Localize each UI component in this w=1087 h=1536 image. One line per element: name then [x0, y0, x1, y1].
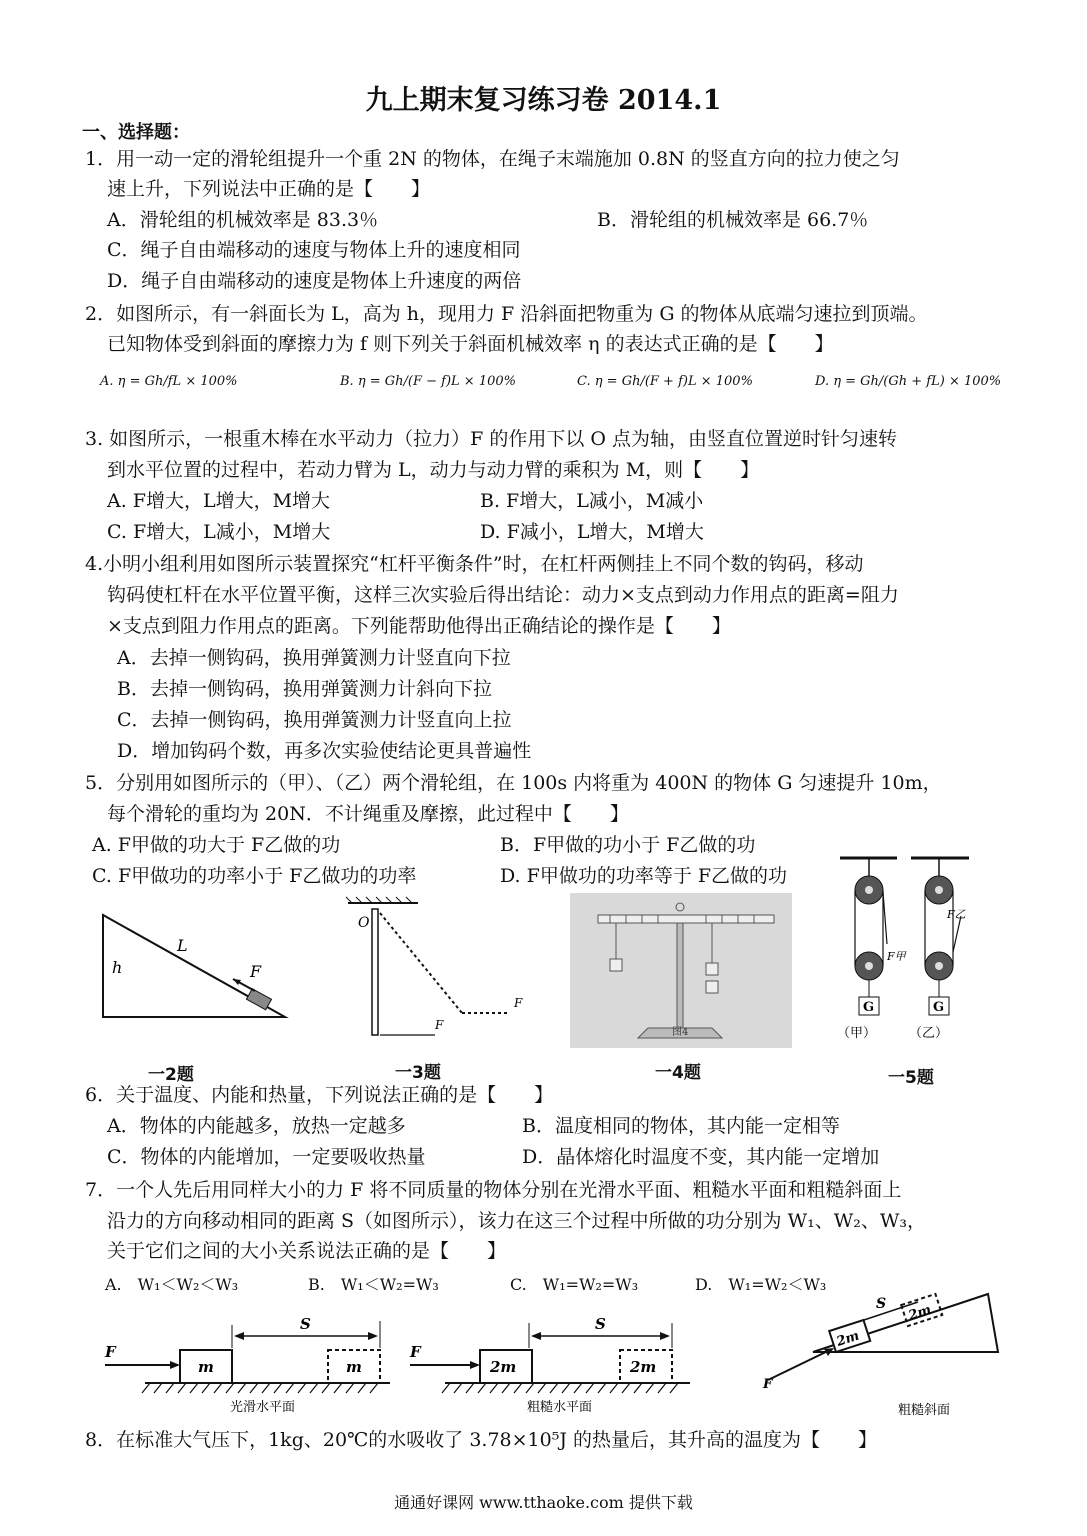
q6-stem: 6．关于温度、内能和热量，下列说法正确的是【 】 [85, 1084, 554, 1106]
q1-option-a: A．滑轮组的机械效率是 83.3％ [107, 209, 379, 231]
q1-stem: 1．用一动一定的滑轮组提升一个重 2N 的物体，在绳子末端施加 0.8N 的竖直方向的拉力使之匀 [85, 148, 900, 170]
figure-incline [95, 905, 295, 1035]
q2-option-b: B. η = Gh/(F − f)L × 100% [340, 374, 516, 389]
q7-option-a: A. W₁＜W₂＜W₃ [105, 1275, 239, 1294]
label-m-moved: m [346, 1358, 362, 1376]
footer: 通通好课网 www.tthaoke.com 提供下载 [394, 1493, 693, 1512]
label-S-smooth: S [300, 1315, 311, 1333]
label-2m-moved: 2m [630, 1358, 657, 1376]
q2-option-d: D. η = Gh/(Gh + fL) × 100% [815, 374, 1002, 389]
label-2m: 2m [490, 1358, 517, 1376]
q4-option-b: B．去掉一侧钩码，换用弹簧测力计斜向下拉 [117, 678, 492, 700]
label-S-incline: S [876, 1296, 887, 1312]
q5-option-d: D. F甲做功的功率等于 F乙做的功 [500, 865, 788, 887]
q2-option-a: A. η = Gh/fL × 100% [100, 374, 238, 389]
label-m: m [198, 1358, 214, 1376]
caption-q3: 一3题 [395, 1063, 441, 1083]
figure-smooth-surface [100, 1303, 400, 1418]
q6-option-b: B．温度相同的物体，其内能一定相等 [522, 1115, 840, 1137]
label-h: h [112, 958, 123, 977]
label-S-rough: S [595, 1315, 606, 1333]
q7-option-d: D. W₁=W₂＜W₃ [695, 1275, 827, 1294]
q2-stem: 2．如图所示，有一斜面长为 L，高为 h，现用力 F 沿斜面把物重为 G 的物体从底端匀速拉到顶端。 [85, 303, 928, 325]
q7-stem: 7．一个人先后用同样大小的力 F 将不同质量的物体分别在光滑水平面、粗糙水平面和粗糙斜面上 [85, 1179, 902, 1201]
q1-option-d: D．绳子自由端移动的速度是物体上升速度的两倍 [107, 270, 522, 292]
label-yi: （乙） [909, 1026, 949, 1041]
figure-lever [570, 893, 792, 1048]
q4-option-d: D．增加钩码个数，再多次实验使结论更具普遍性 [117, 740, 532, 762]
label-F-horizontal: F [514, 996, 523, 1010]
q7-option-c: C. W₁=W₂=W₃ [510, 1275, 639, 1294]
figure-rod [340, 895, 540, 1045]
label-2m-incline-moved: 2m [906, 1302, 934, 1324]
q4-option-c: C．去掉一侧钩码，换用弹簧测力计竖直向上拉 [117, 709, 512, 731]
q5-option-b: B．F甲做的功小于 F乙做的功 [500, 834, 756, 856]
label-fig4: 图4 [672, 1027, 689, 1038]
figure-rough-incline [758, 1290, 1003, 1420]
figure-rough-surface [405, 1303, 705, 1418]
q7-option-b: B. W₁＜W₂=W₃ [308, 1275, 439, 1294]
label-F-jia: F甲 [887, 950, 906, 963]
q5-option-a: A. F甲做的功大于 F乙做的功 [92, 834, 341, 856]
q6-option-a: A．物体的内能越多，放热一定越多 [107, 1115, 406, 1137]
q7-stem-cont1: 沿力的方向移动相同的距离 S（如图所示），该力在这三个过程中所做的功分别为 W₁、W₂、W₃， [107, 1210, 927, 1232]
label-incline: 粗糙斜面 [898, 1403, 951, 1418]
q3-option-c: C. F增大，L减小，M增大 [107, 521, 331, 543]
label-F-incline: F [763, 1377, 773, 1392]
q6-option-c: C．物体的内能增加，一定要吸收热量 [107, 1146, 426, 1168]
section-heading: 一、选择题： [82, 122, 190, 143]
q5-stem: 5．分别用如图所示的（甲）、（乙）两个滑轮组，在 100s 内将重为 400N 的物体 G 匀速提升 10m， [85, 772, 942, 794]
q4-stem: 4.小明小组利用如图所示装置探究“杠杆平衡条件”时，在杠杆两侧挂上不同个数的钩码，移动 [85, 553, 864, 575]
page-title: 九上期末复习练习卷 2014.1 [365, 85, 722, 116]
q6-option-d: D．晶体熔化时温度不变，其内能一定增加 [522, 1146, 880, 1168]
label-jia: （甲） [837, 1026, 877, 1041]
label-2m-incline: 2m [834, 1328, 862, 1350]
q2-stem-cont: 已知物体受到斜面的摩擦力为 f 则下列关于斜面机械效率 η 的表达式正确的是【 】 [107, 333, 834, 355]
q4-stem-cont1: 钩码使杠杆在水平位置平衡，这样三次实验后得出结论：动力×支点到动力作用点的距离=阻力 [107, 584, 899, 606]
label-F-vertical: F [435, 1018, 444, 1032]
q3-option-a: A. F增大，L增大，M增大 [107, 490, 331, 512]
q1-stem-cont: 速上升，下列说法中正确的是【 】 [107, 178, 431, 200]
label-F-yi: F乙 [947, 908, 966, 921]
label-L: L [177, 936, 188, 955]
label-G-yi: G [933, 1000, 945, 1015]
label-rough: 粗糙水平面 [527, 1400, 593, 1415]
q4-stem-cont2: ×支点到阻力作用点的距离。下列能帮助他得出正确结论的操作是【 】 [107, 615, 731, 637]
caption-q5: 一5题 [888, 1068, 934, 1088]
q1-option-c: C．绳子自由端移动的速度与物体上升的速度相同 [107, 239, 521, 261]
label-O: O [358, 915, 370, 931]
label-G-jia: G [863, 1000, 875, 1015]
label-F: F [250, 962, 262, 981]
q2-option-c: C. η = Gh/(F + f)L × 100% [577, 374, 753, 389]
q5-option-c: C. F甲做功的功率小于 F乙做功的功率 [92, 865, 417, 887]
q5-stem-cont: 每个滑轮的重均为 20N．不计绳重及摩擦，此过程中【 】 [107, 803, 629, 825]
label-F-rough: F [410, 1343, 421, 1361]
label-smooth: 光滑水平面 [230, 1400, 296, 1415]
q7-stem-cont2: 关于它们之间的大小关系说法正确的是【 】 [107, 1240, 507, 1262]
q4-option-a: A．去掉一侧钩码，换用弹簧测力计竖直向下拉 [117, 647, 511, 669]
caption-q4: 一4题 [655, 1063, 701, 1083]
q3-option-b: B. F增大，L减小，M减小 [480, 490, 704, 512]
q3-stem: 3. 如图所示，一根重木棒在水平动力（拉力）F 的作用下以 O 点为轴，由竖直位置逆时针匀速转 [85, 428, 898, 450]
q1-option-b: B．滑轮组的机械效率是 66.7％ [597, 209, 869, 231]
q3-stem-cont: 到水平位置的过程中，若动力臂为 L，动力与动力臂的乘积为 M，则【 】 [107, 459, 760, 481]
q8-stem: 8．在标准大气压下，1kg、20℃的水吸收了 3.78×10⁵J 的热量后，其升高的温度为【 】 [85, 1429, 877, 1451]
figure-pulleys [835, 852, 975, 1047]
caption-q2: 一2题 [148, 1065, 194, 1085]
q3-option-d: D. F减小，L增大，M增大 [480, 521, 704, 543]
label-F-smooth: F [105, 1343, 116, 1361]
